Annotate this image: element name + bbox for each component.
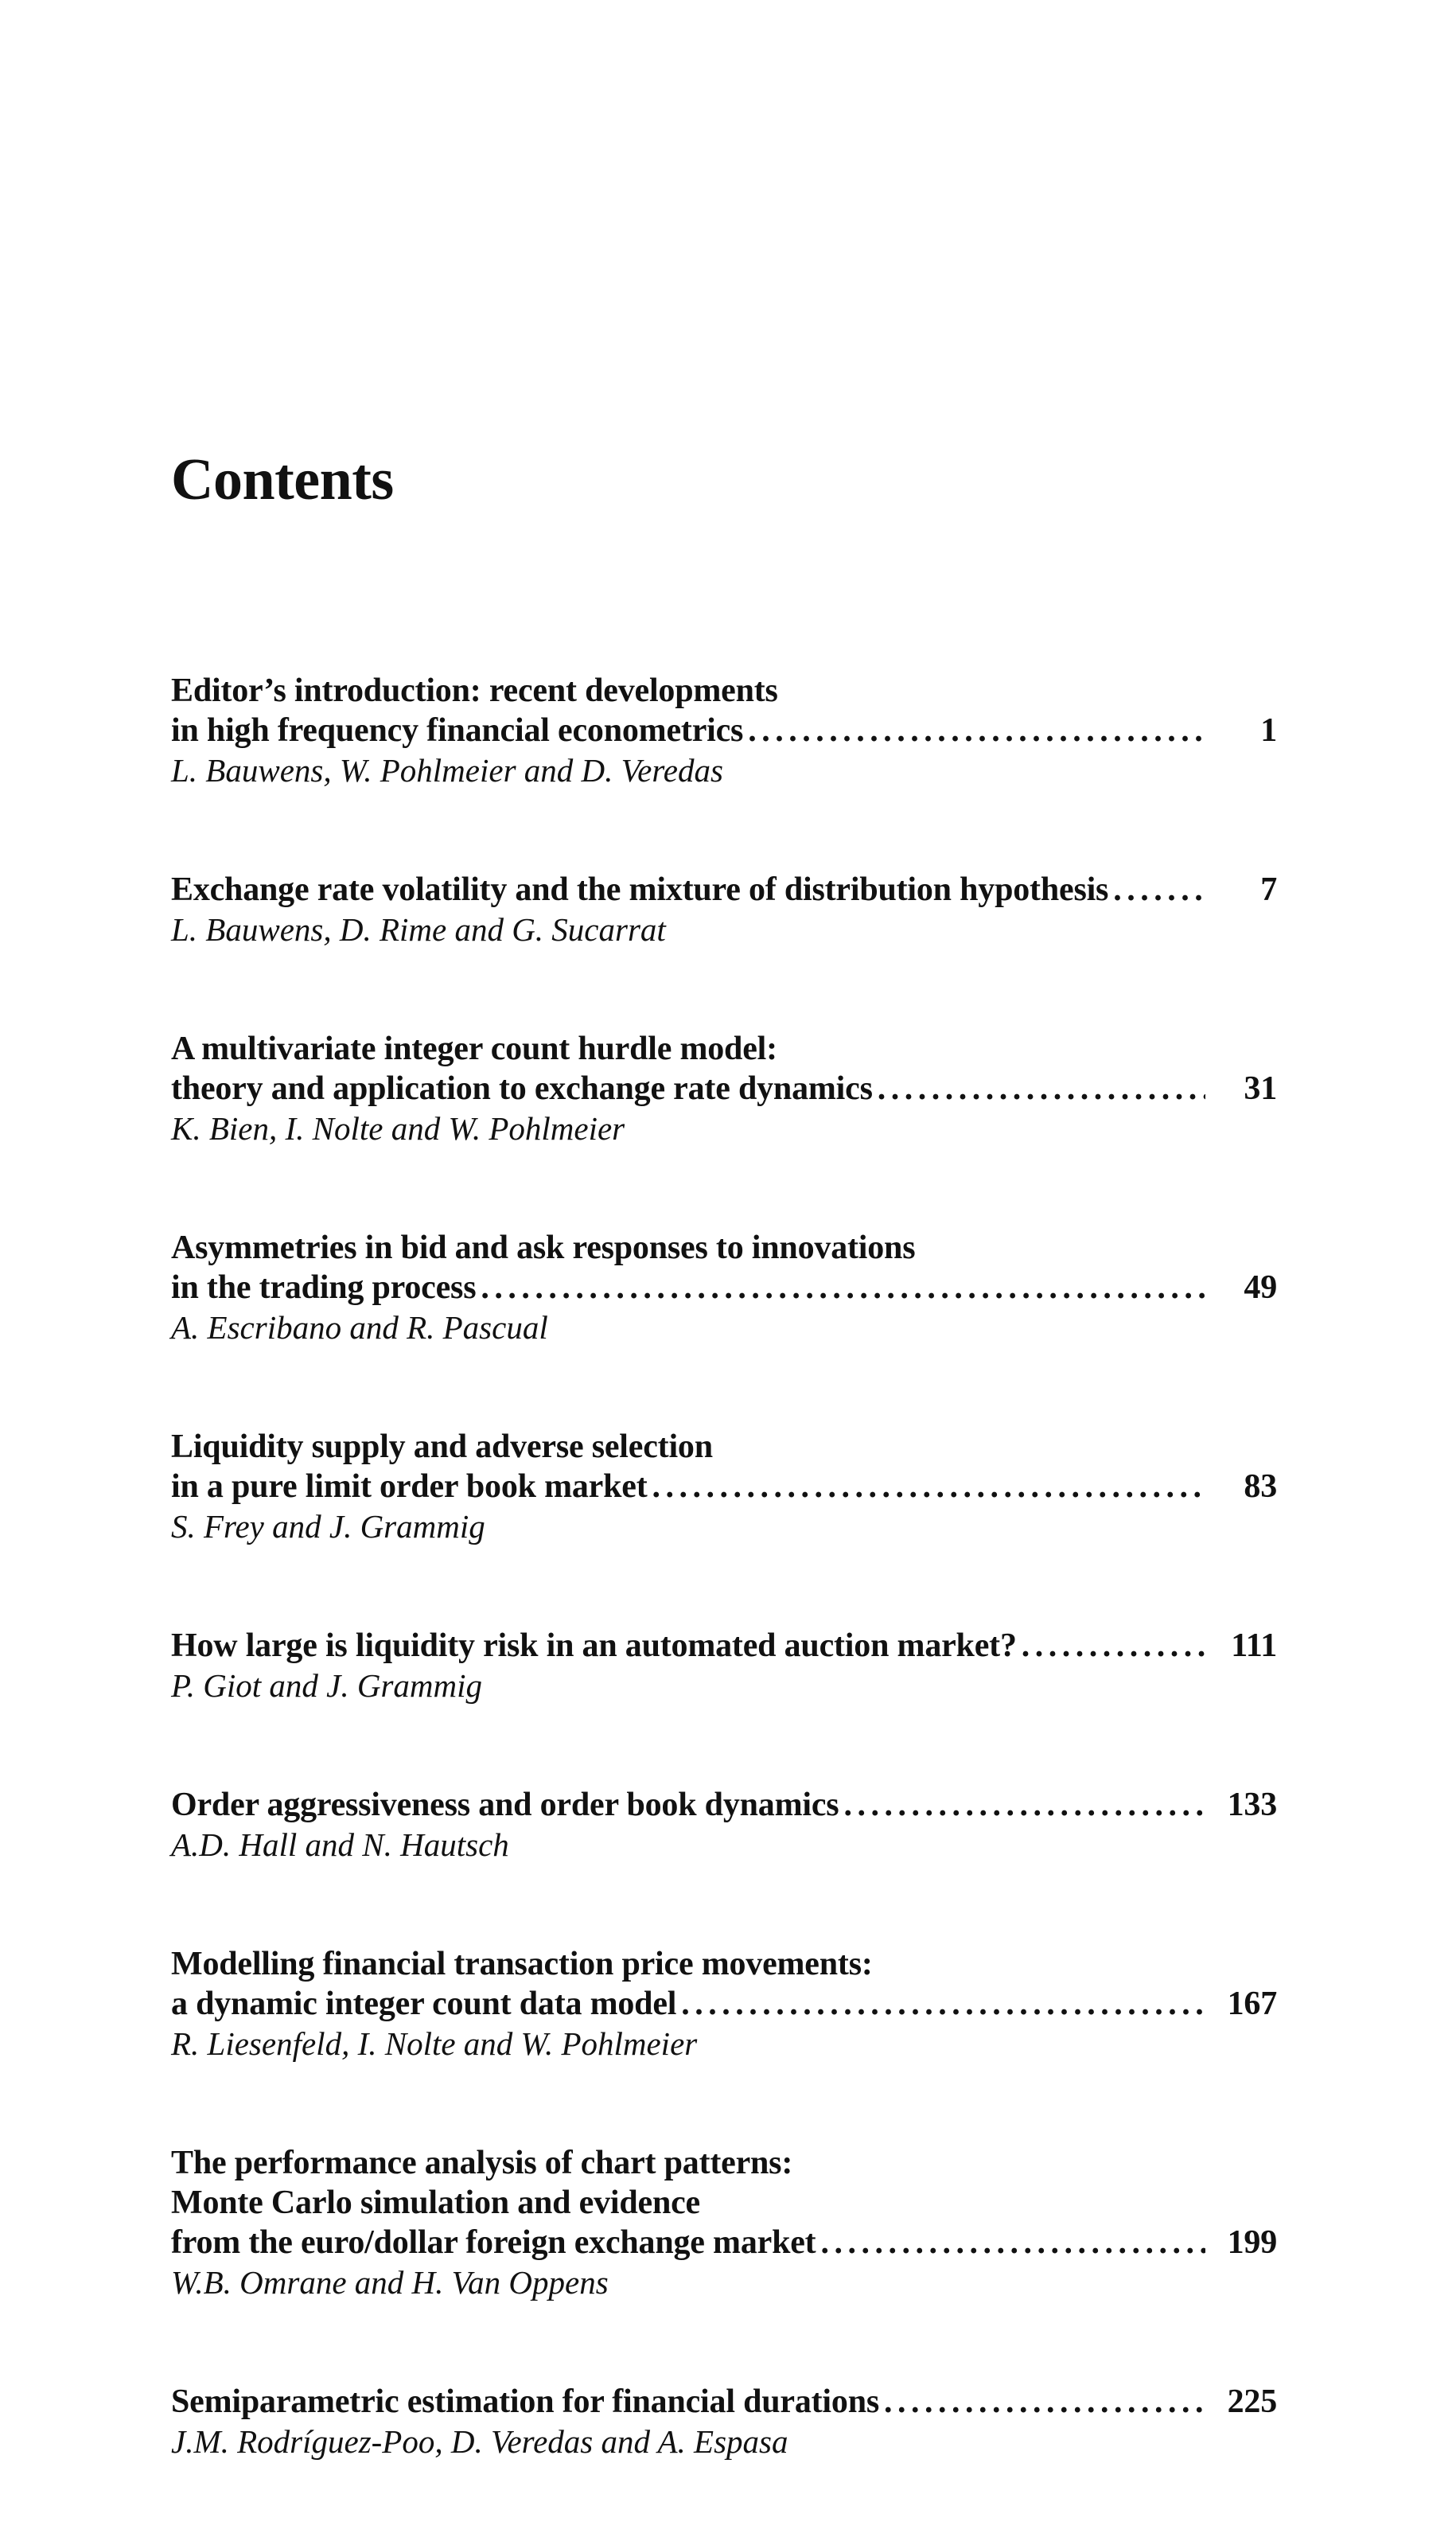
toc-entry-title: A multivariate integer count hurdle model: <box>171 1031 777 1067</box>
toc-entry[interactable] <box>171 2382 1277 2461</box>
toc-entry-title: Semiparametric estimation for financial durations <box>171 2383 880 2420</box>
toc-entry-authors: A. Escribano and R. Pascual <box>171 1309 548 1346</box>
toc-entry-authors: S. Frey and J. Grammig <box>171 1508 485 1545</box>
toc-entry-title: Order aggressiveness and order book dynamics <box>171 1787 839 1823</box>
toc-entry-title-line <box>171 1427 1277 1467</box>
toc-entry-authors: L. Bauwens, D. Rime and G. Sucarrat <box>171 911 666 948</box>
toc-entry-title: Liquidity supply and adverse selection <box>171 1428 713 1465</box>
toc-entry-title-line <box>171 870 1277 910</box>
toc-entry-title-line <box>171 1268 1277 1308</box>
dot-leader <box>879 2382 1205 2422</box>
toc-entry-authors: J.M. Rodríguez-Poo, D. Veredas and A. Espasa <box>171 2423 788 2460</box>
toc-entry-title-line <box>171 2223 1277 2262</box>
dot-leader <box>1108 870 1205 910</box>
toc-entry-title: How large is liquidity risk in an automated auction market? <box>171 1627 1017 1664</box>
dot-leader <box>648 1467 1205 1506</box>
toc-page-number: 83 <box>1244 1468 1277 1505</box>
toc-entry-authors: A.D. Hall and N. Hautsch <box>171 1826 509 1863</box>
dot-leader <box>476 1268 1205 1308</box>
toc-entry-title-line <box>171 1785 1277 1825</box>
toc-entry-title: in the trading process <box>171 1269 477 1306</box>
dot-leader <box>816 2223 1205 2262</box>
toc-entry[interactable] <box>171 2143 1277 2302</box>
toc-entry-authors: K. Bien, I. Nolte and W. Pohlmeier <box>171 1110 625 1147</box>
toc-entry-title: Asymmetries in bid and ask responses to innovations <box>171 1230 916 1266</box>
toc-entry-title: a dynamic integer count data model <box>171 1986 677 2022</box>
toc-entry[interactable] <box>171 870 1277 949</box>
toc-entry-authors: W.B. Omrane and H. Van Oppens <box>171 2264 609 2301</box>
toc-entry-title: Editor’s introduction: recent developments <box>171 672 778 709</box>
toc-entry[interactable] <box>171 1626 1277 1705</box>
toc-entry-authors: R. Liesenfeld, I. Nolte and W. Pohlmeier <box>171 2025 698 2062</box>
toc-entry-title: Monte Carlo simulation and evidence <box>171 2184 700 2221</box>
toc-entry[interactable] <box>171 671 1277 790</box>
toc-entry-title-line <box>171 1228 1277 1268</box>
toc-page-number: 7 <box>1260 871 1277 908</box>
toc-entry-title: theory and application to exchange rate dynamics <box>171 1070 873 1107</box>
toc-entry-title-line <box>171 1029 1277 1069</box>
toc-entry-title-line <box>171 2183 1277 2223</box>
toc-entry-title-line <box>171 1467 1277 1506</box>
toc-entry-title-line <box>171 1626 1277 1666</box>
toc-entry[interactable] <box>171 1785 1277 1865</box>
table-of-contents <box>171 671 1277 2541</box>
page-title: Contents <box>171 447 394 512</box>
toc-entry-title-line <box>171 1984 1277 2024</box>
toc-page-number: 111 <box>1231 1627 1277 1664</box>
dot-leader <box>1017 1626 1205 1666</box>
toc-page-number: 199 <box>1227 2224 1277 2261</box>
toc-entry-title-line <box>171 1069 1277 1109</box>
toc-entry-title-line <box>171 2143 1277 2183</box>
toc-page-number: 225 <box>1227 2383 1277 2420</box>
toc-entry-title-line <box>171 711 1277 750</box>
dot-leader <box>676 1984 1205 2024</box>
toc-page-number: 133 <box>1227 1787 1277 1823</box>
dot-leader <box>839 1785 1205 1825</box>
toc-entry-title: in high frequency financial econometrics <box>171 712 744 749</box>
toc-page-number: 49 <box>1244 1269 1277 1306</box>
toc-entry-authors: L. Bauwens, W. Pohlmeier and D. Veredas <box>171 752 723 789</box>
toc-page-number: 31 <box>1244 1070 1277 1107</box>
dot-leader <box>873 1069 1205 1109</box>
toc-entry[interactable] <box>171 1029 1277 1148</box>
toc-entry-title: from the euro/dollar foreign exchange market <box>171 2224 816 2261</box>
toc-entry-title-line <box>171 1944 1277 1984</box>
toc-entry-authors: P. Giot and J. Grammig <box>171 1667 483 1704</box>
toc-entry-title: The performance analysis of chart patterns: <box>171 2145 793 2181</box>
toc-entry-title: in a pure limit order book market <box>171 1468 648 1505</box>
toc-entry-title-line <box>171 671 1277 711</box>
toc-entry[interactable] <box>171 1427 1277 1546</box>
toc-entry[interactable] <box>171 1944 1277 2064</box>
toc-entry-title: Exchange rate volatility and the mixture of distribution hypothesis <box>171 871 1109 908</box>
dot-leader <box>743 711 1205 750</box>
toc-entry[interactable] <box>171 1228 1277 1347</box>
toc-page-number: 1 <box>1260 712 1277 749</box>
toc-entry-title: Modelling financial transaction price movements: <box>171 1946 873 1982</box>
toc-entry-title-line <box>171 2382 1277 2422</box>
toc-page-number: 167 <box>1227 1986 1277 2022</box>
